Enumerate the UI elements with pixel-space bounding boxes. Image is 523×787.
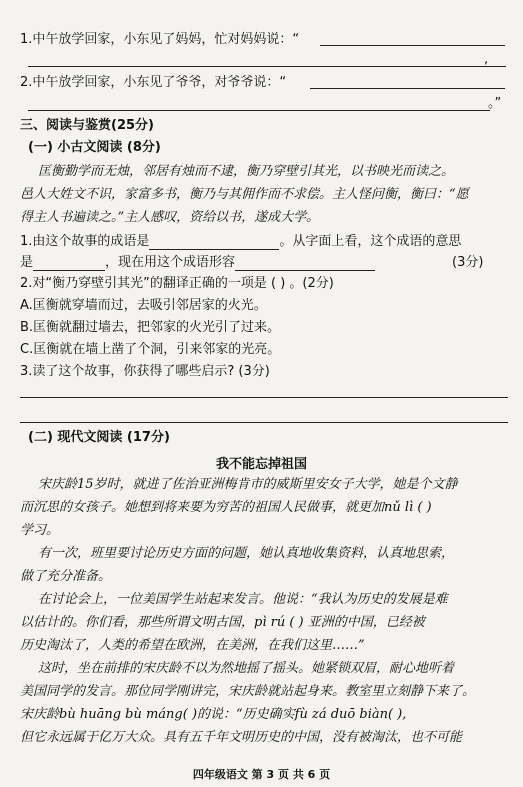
page-footer: 四年级语文 第 3 页 共 6 页 <box>192 768 331 781</box>
passage-line: 美国同学的发言。那位同学刚讲完，宋庆龄就站起身来。教室里立刻静下来了。 <box>20 684 476 699</box>
passage-line: 有一次，班里要讨论历史方面的问题，她认真地收集资料，认真地思索， <box>38 546 455 561</box>
answer-blank[interactable] <box>235 257 375 271</box>
passage-line: 以估计的。你们看，那些所谓文明古国，pì rú ( ) 亚洲的中国，已经被 <box>20 615 425 630</box>
subsection-heading: (二) 现代文阅读 (17分) <box>28 430 170 445</box>
answer-line <box>310 88 505 89</box>
question-text: ，现在用这个成语形容 <box>105 255 236 270</box>
answer-blank[interactable] <box>149 236 279 250</box>
answer-blank[interactable] <box>33 257 105 271</box>
question-line: 3.读了这个故事，你获得了哪些启示? (3分) <box>20 364 270 379</box>
passage-line: 历史淘汰了，人类的希望在欧洲，在美洲，在我们这里……” <box>20 638 365 653</box>
question-text: 是 <box>20 255 34 270</box>
passage-line: 但它永远属于亿万大众。具有五千年文明历史的中国，没有被淘汰，也不可能 <box>20 730 463 745</box>
question-line: 1.中午放学回家，小东见了妈妈，忙对妈妈说：“ <box>20 32 300 47</box>
answer-line <box>20 422 508 423</box>
classical-text-line: 得主人书遍读之。”主人感叹，资给以书，遂成大学。 <box>20 210 320 225</box>
score-note: (3分) <box>452 255 484 270</box>
answer-line <box>320 45 505 46</box>
option-a: A.匡衡就穿墙而过，去吸引邻居家的火光。 <box>20 298 267 313</box>
question-line <box>20 234 461 250</box>
passage-line: 在讨论会上，一位美国学生站起来发言。他说：“我认为历史的发展是难 <box>38 592 448 607</box>
question-line <box>20 255 375 271</box>
answer-line <box>28 66 506 67</box>
passage-line: 这时，坐在前排的宋庆龄不以为然地摇了摇头。她紧锁双眉，耐心地听着 <box>38 661 455 676</box>
end-mark: 。” <box>488 96 502 111</box>
subsection-heading: (一) 小古文阅读 (8分) <box>28 140 161 155</box>
question-text: 。从字面上看，这个成语的意思 <box>279 234 462 249</box>
answer-line <box>28 110 490 111</box>
option-b: B.匡衡就翻过墙去，把邻家的火光引了过来。 <box>20 320 281 335</box>
answer-line <box>20 397 508 398</box>
classical-text-line: 匡衡勤学而无烛，邻居有烛而不逮，衡乃穿壁引其光，以书映光而读之。 <box>38 164 455 179</box>
passage-line: 宋庆龄15岁时，就进了佐治亚洲梅肯市的威斯里安女子大学，她是个文静 <box>38 477 458 492</box>
passage-line: 学习。 <box>20 523 60 538</box>
end-mark: , <box>484 52 489 67</box>
passage-line: 做了充分准备。 <box>20 569 112 584</box>
question-text: 1.由这个故事的成语是 <box>20 234 150 249</box>
passage-title: 我不能忘掉祖国 <box>215 457 307 472</box>
passage-line: 宋庆龄bù huāng bù máng( )的说：“历史确实fù zá duō biàn( ), <box>20 707 407 722</box>
passage-line: 而沉思的女孩子。她想到将来要为穷苦的祖国人民做事，就更加nǔ lì ( ) <box>20 500 432 515</box>
section-heading: 三、阅读与鉴赏(25分) <box>20 118 154 133</box>
question-line: 2.中午放学回家，小东见了爷爷，对爷爷说：“ <box>20 75 287 90</box>
question-line: 2.对“衡乃穿壁引其光”的翻译正确的一项是 ( ) 。(2分) <box>20 276 334 291</box>
option-c: C.匡衡就在墙上凿了个洞，引来邻家的光亮。 <box>20 342 281 357</box>
classical-text-line: 邑人大姓文不识，家富多书，衡乃与其佣作而不求偿。主人怪问衡，衡曰：“愿 <box>20 187 469 202</box>
